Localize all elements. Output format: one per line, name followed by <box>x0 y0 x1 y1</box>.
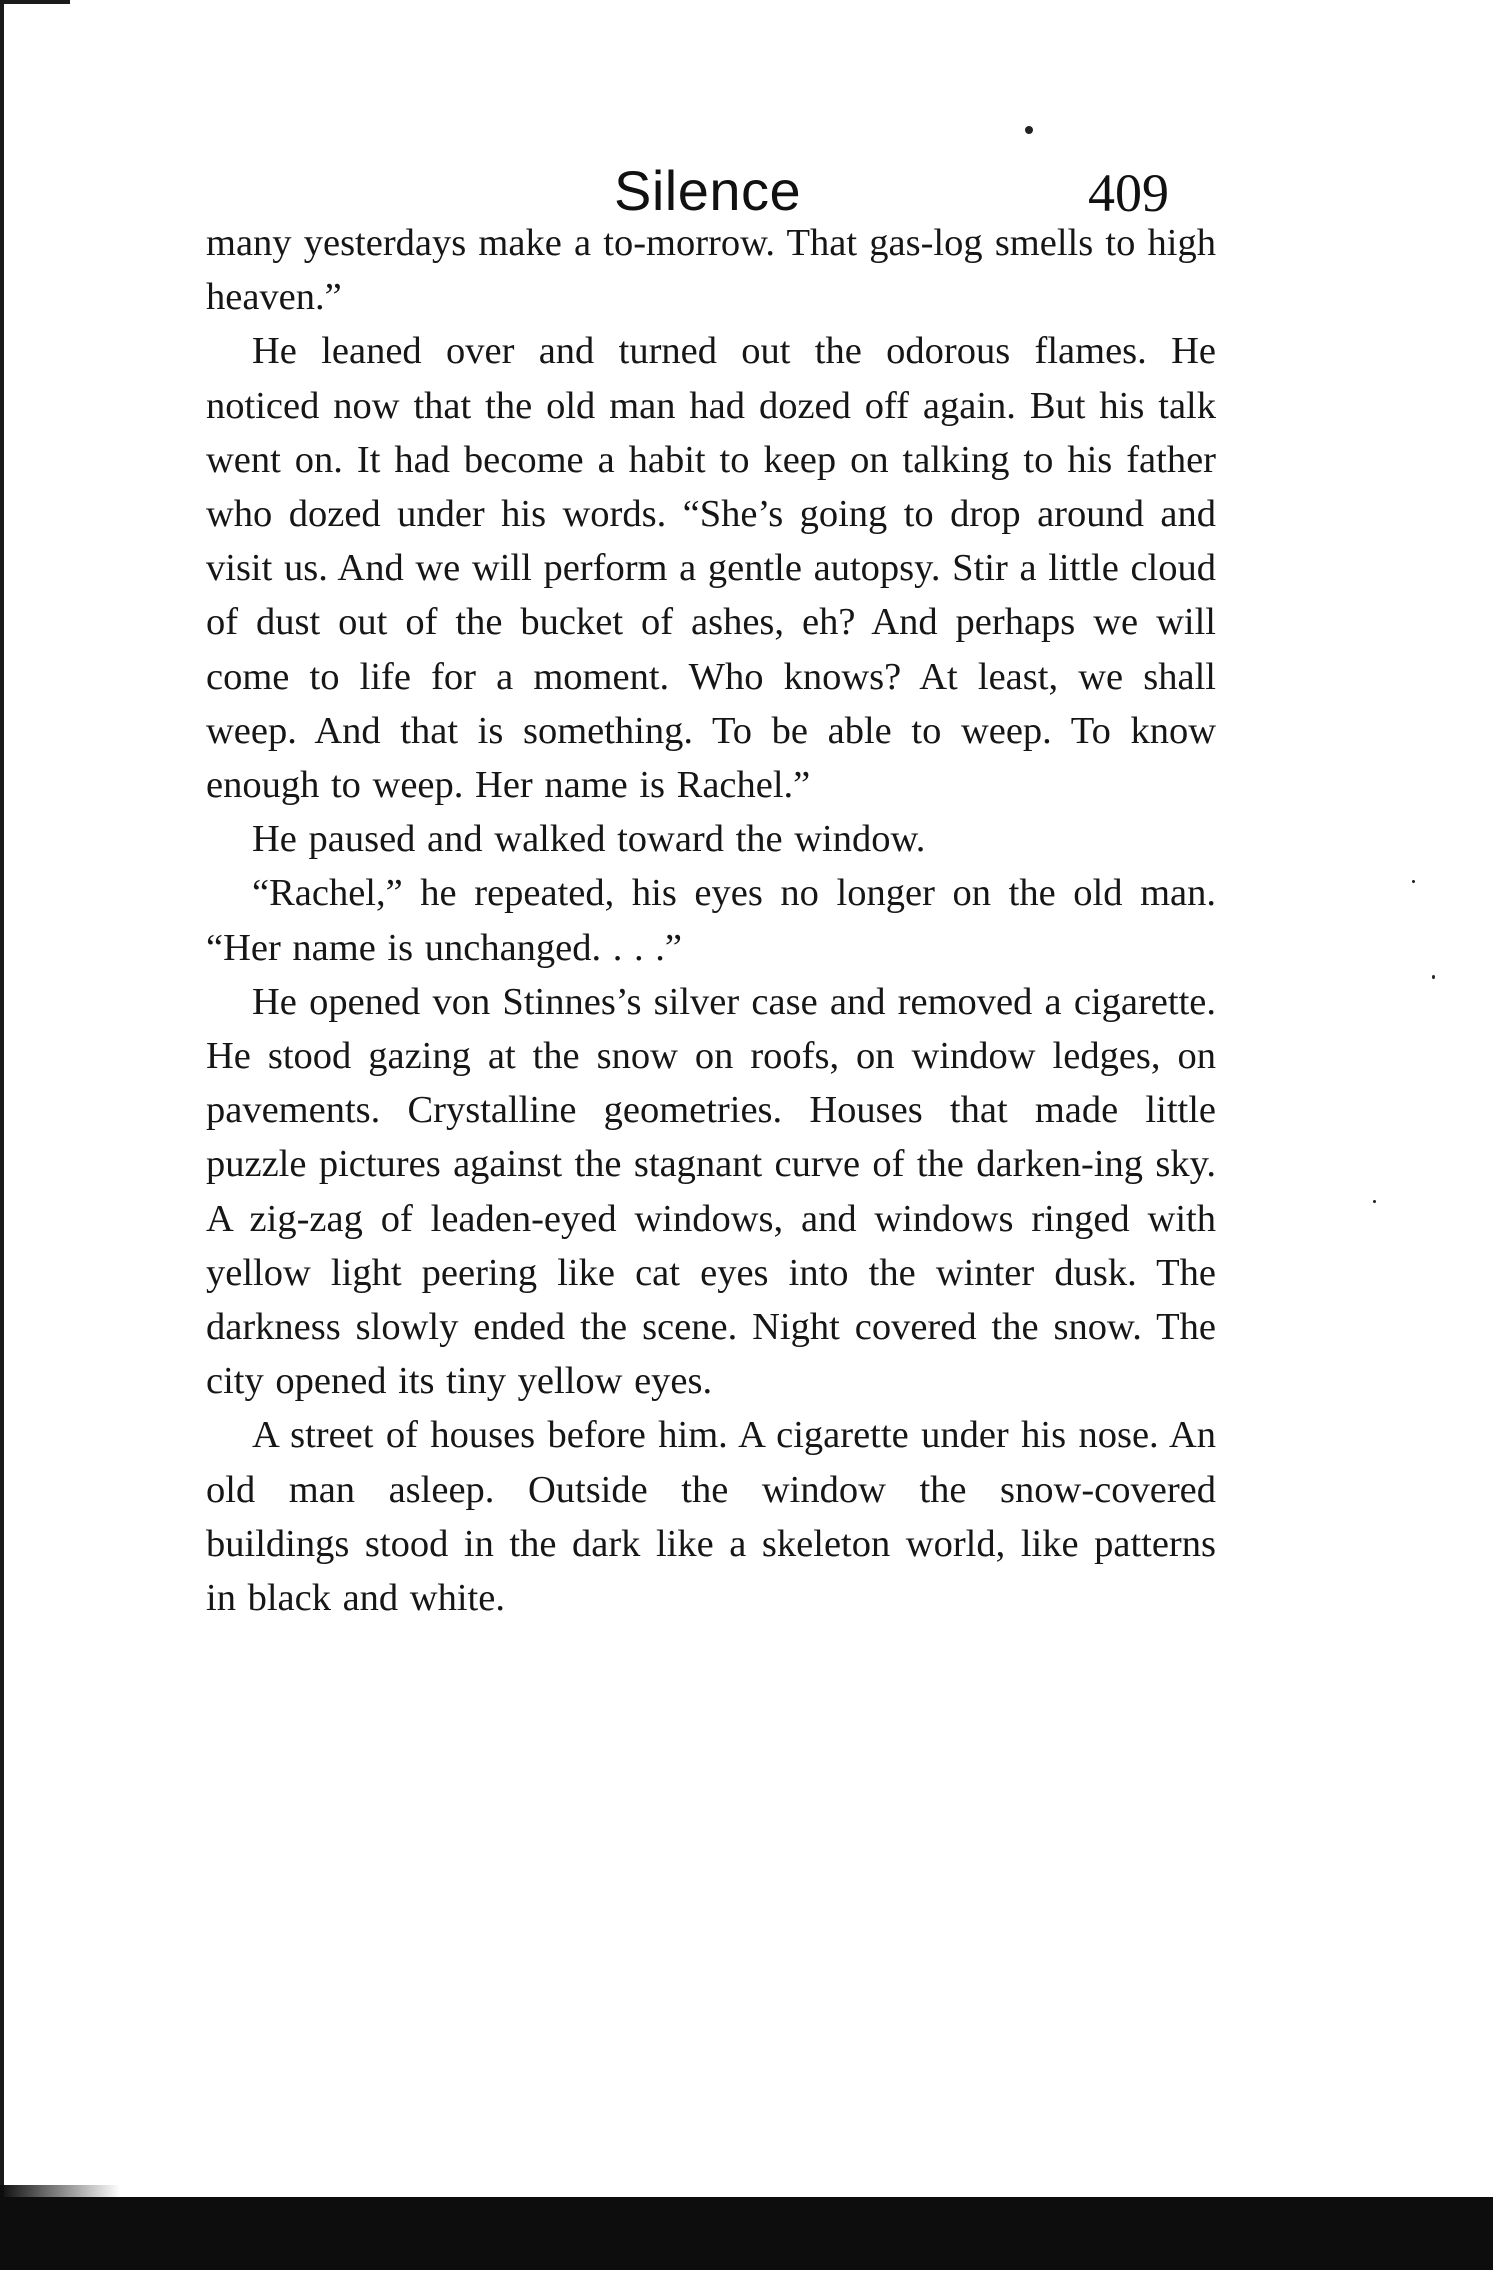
paragraph: He leaned over and turned out the odorous flames. He noticed now that the old man had dozed off again. But his talk went on. It had become a habit to keep on talking to his father who dozed under his words. “She’s going to drop around and visit us. And we will perform a gentle autopsy. Stir a little cloud of dust out of the bucket of ashes, eh? And perhaps we will come to life for a moment. Who knows? At least, we shall weep. And that is something. To be able to weep. To know enough to weep. Her name is Rachel.” <box>206 330 1216 807</box>
running-title: Silence <box>614 159 802 222</box>
paragraph: “Rachel,” he repeated, his eyes no longer on the old man. “Her name is unchanged. . . .” <box>206 872 1216 969</box>
running-head <box>206 120 1216 223</box>
scan-left-edge <box>0 0 4 2200</box>
paragraph: He opened von Stinnes’s silver case and removed a cigarette. He stood gazing at the snow on roofs, on window ledges, on pavements. Crystalline geometries. Houses that made little puzzle pictures against the stagnant curve of the darken-ing sky. A zig-zag of leaden-eyed windows, and windows ringed with yellow light peering like cat eyes into the winter dusk. The darkness slowly ended the scene. Night covered the snow. The city opened its tiny yellow eyes. <box>206 980 1216 1403</box>
paragraph: A street of houses before him. A cigarette under his nose. An old man asleep. Outside the window the snow-covered buildings stood in the dark like a skeleton world, like patterns in black and white. <box>206 1414 1216 1620</box>
scan-bottom-band <box>0 2197 1493 2270</box>
scan-speck <box>1432 975 1435 979</box>
paragraph: He paused and walked toward the window. <box>252 818 926 861</box>
page-number: 409 <box>1088 163 1169 223</box>
scan-top-corner <box>0 0 70 4</box>
paragraph: many yesterdays make a to-morrow. That gas-log smells to high heaven.” <box>206 222 1216 319</box>
book-page <box>206 120 1216 1625</box>
scan-speck <box>1373 1200 1376 1203</box>
scan-speck <box>1412 880 1415 883</box>
body-text <box>206 216 1216 1625</box>
